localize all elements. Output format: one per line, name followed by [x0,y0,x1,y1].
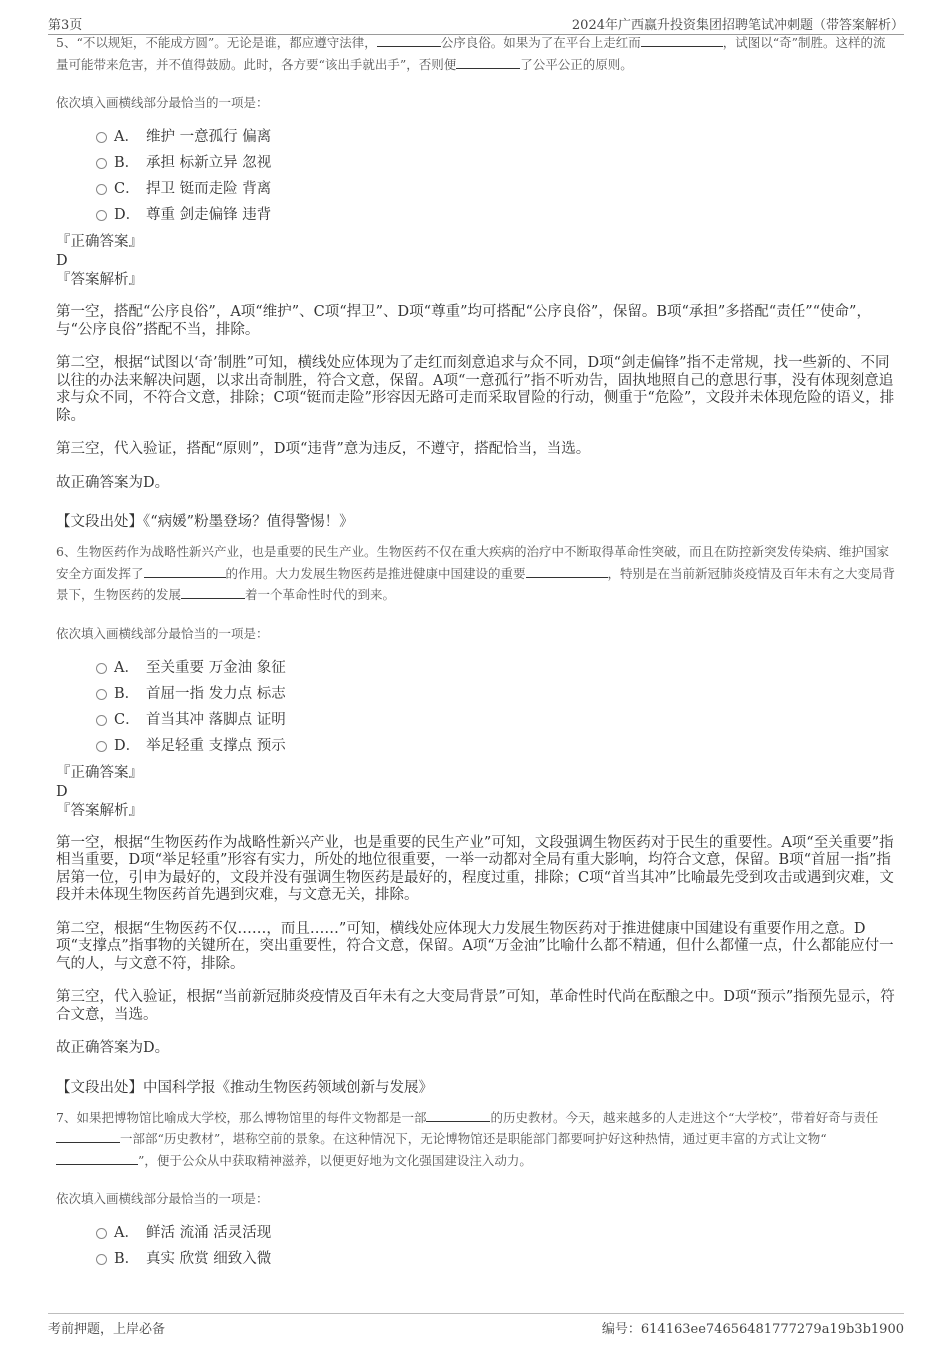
footer-slogan: 考前押题，上岸必备 [48,1322,166,1337]
option-a[interactable]: A． 鲜活 流涌 活灵活现 [56,1219,896,1245]
radio-icon[interactable] [96,132,107,143]
analysis-paragraph: 第三空，代入验证，搭配“原则”，D项“违背”意为违反，不遵守，搭配恰当，当选。 [56,441,591,457]
document-title: 2024年广西嬴升投资集团招聘笔试冲刺题（带答案解析） [571,18,904,33]
radio-icon[interactable] [96,1228,107,1239]
question-prompt: 依次填入画横线部分最恰当的一项是： [56,1191,269,1206]
question-7 [56,1107,896,1272]
analysis-paragraph: 第三空，代入验证，根据“当前新冠肺炎疫情及百年未有之大变局背景”可知，革命性时代尚在酝酿之中。D项“预示”指预先显示，符合文意，当选。 [56,989,895,1023]
answer-blank [56,1130,120,1143]
page-number: 第3页 [48,18,83,33]
question-prompt: 依次填入画横线部分最恰当的一项是： [56,625,269,641]
option-a[interactable]: A． 至关重要 万金油 象征 [56,654,896,680]
radio-icon[interactable] [96,158,107,169]
answer-heading: 『正确答案』 [56,234,143,250]
analysis-heading: 『答案解析』 [56,802,143,819]
document-id: 编号：614163ee74656481777279a19b3b1900 [601,1322,904,1337]
question-prompt: 依次填入画横线部分最恰当的一项是： [56,95,269,110]
question-6-stem: 6、生物医药作为战略性新兴产业，也是重要的民生产业。生物医药不仅在重大疾病的治疗中不断取得革命性突破，而且在防控新突发传染病、维护国家安全方面发挥了 的作用。大力发展生物医药是推进健康中国建设的重要 ，特别是在当前新冠肺炎疫情及百年未有之大变局背景下，生物医药的发展 着一个革命性时代的到来。 [56,544,896,602]
option-b[interactable]: B． 承担 标新立异 忽视 [56,149,896,175]
question-5-stem: 5、“不以规矩，不能成方圆”。无论是谁，都应遵守法律， 公序良俗。如果为了在平台上走红而 ，试图以“奇”制胜。这样的流量可能带来危害，并不值得鼓励。此时，各方要“该出手就出手”，否则便 了公平公正的原则。 [56,35,886,72]
analysis-paragraph: 第二空，根据“生物医药不仅……，而且……”可知，横线处应体现大力发展生物医药对于推进健康中国建设有重要作用之意。D项“支撑点”指事物的关键所在，突出重要性，符合文意，保留。A项“万金油”比喻什么都不精通，但什么都懂一点，什么都能应付一气的人，与文意不符，排除。 [56,920,894,972]
answer-value: D [56,783,68,800]
answer-blank [377,34,441,47]
answer-heading: 『正确答案』 [56,764,143,781]
analysis-paragraph: 第二空，根据“试图以‘奇’制胜”可知，横线处应体现为了走红而刻意追求与众不同，D项“剑走偏锋”指不走常规，找一些新的、不同以往的办法来解决问题，以求出奇制胜，符合文意，保留。A项“一意孤行”指不听劝告，固执地照自己的意思行事，没有体现刻意追求与众不同，不符合文意，排除；C项“铤而走险”形容因无路可走而采取冒险的行动，侧重于“危险”，文段并未体现危险的语义，排除。 [56,355,895,424]
question-5 [56,32,896,531]
answer-value: D [56,253,68,269]
answer-blank [144,565,226,578]
analysis-paragraph: 第一空，搭配“公序良俗”，A项“维护”、C项“捍卫”、D项“尊重”均可搭配“公序良俗”，保留。B项“承担”多搭配“责任”“使命”，与“公序良俗”搭配不当，排除。 [56,304,871,338]
radio-icon[interactable] [96,689,107,700]
option-b[interactable]: B． 首屈一指 发力点 标志 [56,680,896,706]
radio-icon[interactable] [96,210,107,221]
radio-icon[interactable] [96,715,107,726]
analysis-paragraph: 故正确答案为D。 [56,474,170,491]
question-6 [56,541,896,1097]
option-list [56,123,896,227]
option-c[interactable]: C． 捍卫 铤而走险 背离 [56,175,896,201]
radio-icon[interactable] [96,663,107,674]
option-a[interactable]: A． 维护 一意孤行 偏离 [56,123,896,149]
answer-blank [641,34,723,47]
radio-icon[interactable] [96,741,107,752]
analysis-paragraph: 故正确答案为D。 [56,1040,170,1056]
answer-blank [456,56,520,69]
option-c[interactable]: C． 首当其冲 落脚点 证明 [56,706,896,732]
source-citation: 【文段出处】中国科学报《推动生物医药领域创新与发展》 [56,1079,433,1096]
option-d[interactable]: D． 举足轻重 支撑点 预示 [56,732,896,758]
analysis-paragraph: 第一空，根据“生物医药作为战略性新兴产业，也是重要的民生产业”可知，文段强调生物医药对于民生的重要性。A项“至关重要”指相当重要，D项“举足轻重”形容有实力，所处的地位很重要，一举一动都对全局有重大影响，均符合文意，保留。B项“首屈一指”指居第一位，引申为最好的，文段并没有强调生物医药是最好的，程度过重，排除；C项“首当其冲”比喻最先受到攻击或遇到灾难，文段并未体现生物医药首先遇到灾难，与文意无关，排除。 [56,834,894,903]
radio-icon[interactable] [96,1254,107,1265]
option-list [56,1219,896,1271]
answer-blank [526,565,608,578]
page-footer [48,1313,904,1337]
answer-blank [426,1109,490,1122]
option-d[interactable]: D． 尊重 剑走偏锋 违背 [56,201,896,227]
answer-blank [56,1152,138,1165]
analysis-heading: 『答案解析』 [56,272,143,288]
option-b[interactable]: B． 真实 欣赏 细致入微 [56,1245,896,1271]
document-body [56,35,896,1271]
radio-icon[interactable] [96,184,107,195]
option-list [56,654,896,758]
question-7-stem: 7、如果把博物馆比喻成大学校，那么博物馆里的每件文物都是一部 的历史教材。今天，越来越多的人走进这个“大学校”，带着好奇与责任一部部“历史教材”，堪称空前的景象。在这种情况下，无论博物馆还是职能部门都要呵护好这种热情，通过更丰富的方式让文物“”，便于公众从中获取精神滋养，以便更好地为文化强国建设注入动力。 [56,1109,879,1168]
source-citation: 【文段出处】《“病媛”粉墨登场？值得警惕！》 [56,514,354,530]
answer-blank [181,586,245,599]
